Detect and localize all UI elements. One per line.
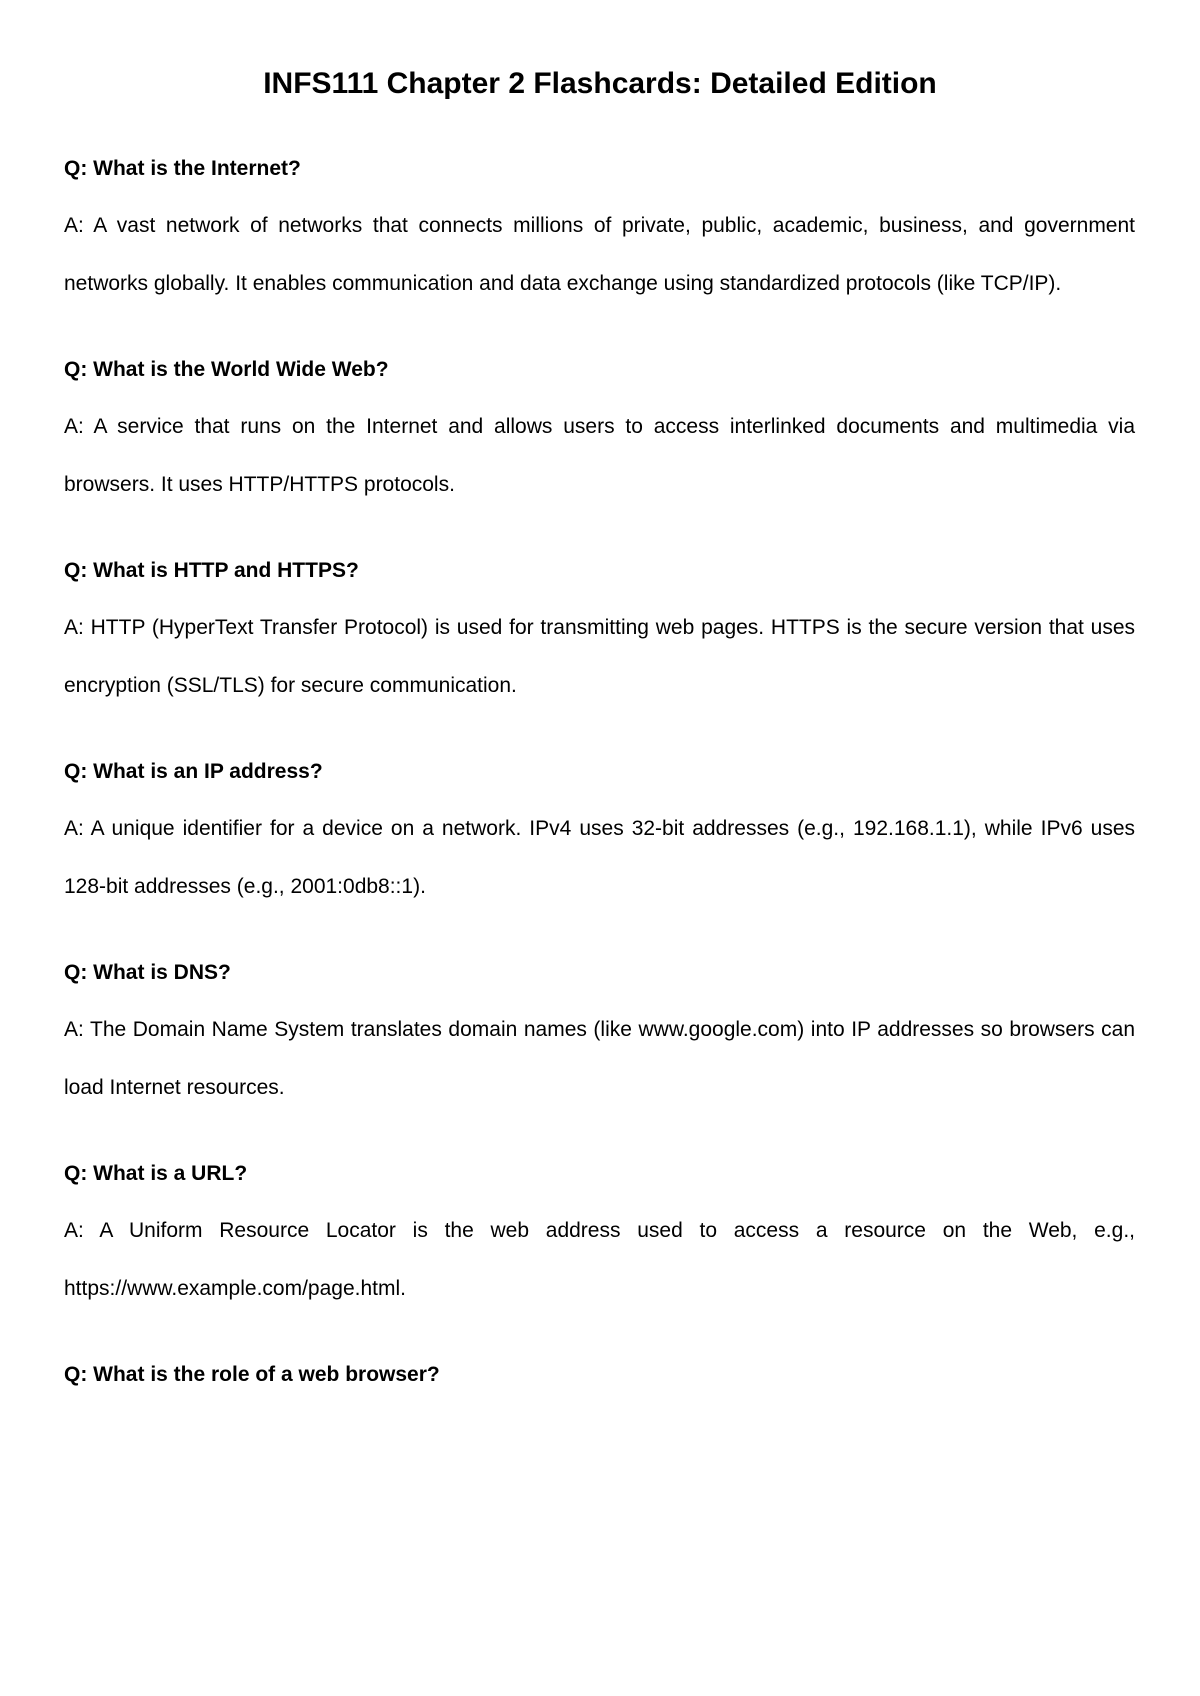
flashcard bbox=[64, 1359, 1135, 1391]
flashcard bbox=[64, 153, 1135, 313]
flashcard bbox=[64, 555, 1135, 715]
flashcard-answer: A: A unique identifier for a device on a network. IPv4 uses 32-bit addresses (e.g., 192.168.1.1), while IPv6 uses 128-bit addresses (e.g., 2001:0db8::1). bbox=[64, 817, 1135, 898]
flashcard-question: Q: What is an IP address? bbox=[64, 760, 323, 783]
flashcard bbox=[64, 354, 1135, 514]
flashcard-answer: A: A service that runs on the Internet and allows users to access interlinked documents and multimedia via browsers. It uses HTTP/HTTPS protocols. bbox=[64, 415, 1135, 496]
flashcard-question: Q: What is DNS? bbox=[64, 961, 231, 984]
flashcard bbox=[64, 1158, 1135, 1318]
flashcard-question: Q: What is HTTP and HTTPS? bbox=[64, 559, 359, 582]
flashcard-answer: A: The Domain Name System translates domain names (like www.google.com) into IP addresses so browsers can load Internet resources. bbox=[64, 1018, 1135, 1099]
flashcard-question: Q: What is the Internet? bbox=[64, 157, 301, 180]
page-title: INFS111 Chapter 2 Flashcards: Detailed Edition bbox=[263, 67, 937, 100]
flashcard-question: Q: What is the World Wide Web? bbox=[64, 358, 389, 381]
flashcard-answer: A: A Uniform Resource Locator is the web address used to access a resource on the Web, e.g., https://www.example.com/page.html. bbox=[64, 1219, 1135, 1300]
flashcard bbox=[64, 756, 1135, 916]
flashcard-question: Q: What is a URL? bbox=[64, 1162, 248, 1185]
flashcard bbox=[64, 957, 1135, 1117]
flashcard-answer: A: HTTP (HyperText Transfer Protocol) is used for transmitting web pages. HTTPS is the secure version that uses encryption (SSL/TLS) for secure communication. bbox=[64, 616, 1135, 697]
flashcard-list bbox=[64, 153, 1135, 1432]
flashcard-question: Q: What is the role of a web browser? bbox=[64, 1363, 440, 1386]
flashcard-answer: A: A vast network of networks that connects millions of private, public, academic, business, and government networks globally. It enables communication and data exchange using standardized protocols (like TCP/IP). bbox=[64, 214, 1135, 295]
